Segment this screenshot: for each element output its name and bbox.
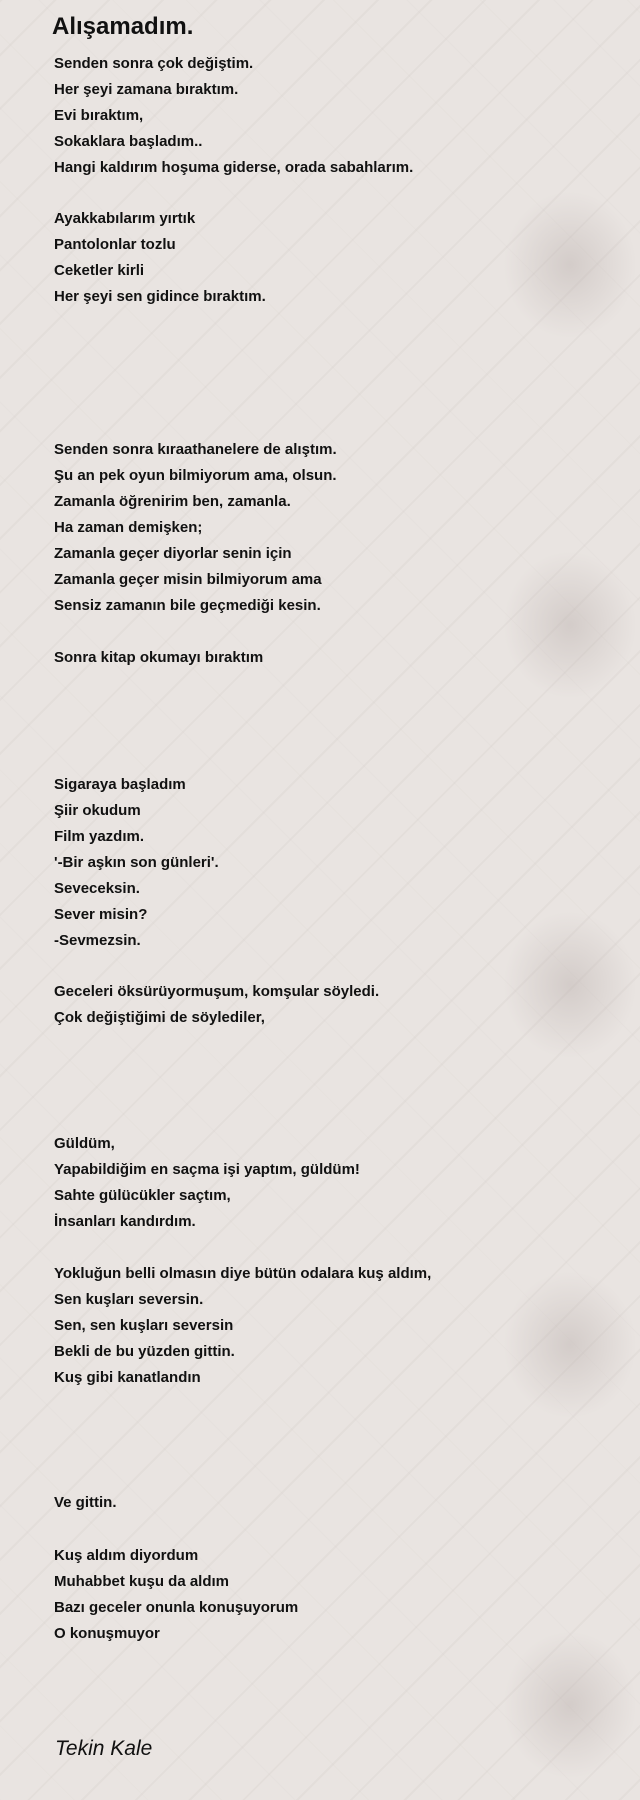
- stanza-3: [54, 437, 337, 619]
- poem-line: '-Bir aşkın son günleri'.: [54, 854, 219, 871]
- poem-line: Sever misin?: [54, 906, 148, 923]
- stanza-8: [54, 1261, 431, 1391]
- poem-line: Film yazdım.: [54, 828, 145, 845]
- stanza-4: [54, 645, 263, 671]
- poem-line: Geceleri öksürüyormuşum, komşular söyledi.: [54, 983, 380, 1000]
- poem-line: Sensiz zamanın bile geçmediği kesin.: [54, 597, 321, 614]
- poem-line: Yokluğun belli olmasın diye bütün odalara kuş aldım,: [54, 1265, 432, 1282]
- poem-line: Yapabildiğim en saçma işi yaptım, güldüm!: [54, 1161, 360, 1178]
- poem-line: Sonra kitap okumayı bıraktım: [54, 649, 264, 666]
- poem-line: Şiir okudum: [54, 802, 141, 819]
- poem-line: Bekli de bu yüzden gittin.: [54, 1343, 235, 1360]
- poem-line: Seveceksin.: [54, 880, 140, 897]
- stanza-7: [54, 1131, 360, 1235]
- poem-title: Alışamadım.: [52, 13, 194, 40]
- poem-line: Senden sonra çok değiştim.: [54, 55, 254, 72]
- stanza-1: [54, 51, 413, 181]
- poem-line: Pantolonlar tozlu: [54, 236, 176, 253]
- poem-line: Ayakkabılarım yırtık: [54, 210, 196, 227]
- stanza-9: [54, 1490, 117, 1516]
- poem-line: -Sevmezsin.: [54, 932, 141, 949]
- poem-line: Hangi kaldırım hoşuma giderse, orada sabahlarım.: [54, 159, 414, 176]
- poem-line: Zamanla öğrenirim ben, zamanla.: [54, 493, 291, 510]
- poem-line: Sokaklara başladım..: [54, 133, 203, 150]
- poem-line: Kuş aldım diyordum: [54, 1547, 199, 1564]
- poem-line: Şu an pek oyun bilmiyorum ama, olsun.: [54, 467, 337, 484]
- poem-line: Sen kuşları seversin.: [54, 1291, 204, 1308]
- poem-line: Muhabbet kuşu da aldım: [54, 1573, 230, 1590]
- poem-line: Ha zaman demişken;: [54, 519, 203, 536]
- poem-line: Güldüm,: [54, 1135, 115, 1152]
- poem-line: Kuş gibi kanatlandın: [54, 1369, 201, 1386]
- poem-line: Ve gittin.: [54, 1494, 117, 1511]
- poem-line: Her şeyi sen gidince bıraktım.: [54, 288, 266, 305]
- poem-line: Evi bıraktım,: [54, 107, 144, 124]
- poem-line: Bazı geceler onunla konuşuyorum: [54, 1599, 299, 1616]
- poem-line: Senden sonra kıraathanelere de alıştım.: [54, 441, 337, 458]
- poem-line: Ceketler kirli: [54, 262, 145, 279]
- poem-line: Sen, sen kuşları seversin: [54, 1317, 234, 1334]
- stanza-10: [54, 1543, 298, 1647]
- poem-line: O konuşmuyor: [54, 1625, 160, 1642]
- stanza-6: [54, 979, 379, 1031]
- poem-line: Sahte gülücükler saçtım,: [54, 1187, 231, 1204]
- poem-line: Sigaraya başladım: [54, 776, 186, 793]
- stanza-5: [54, 772, 219, 954]
- poem-author: Tekin Kale: [55, 1737, 153, 1760]
- poem-line: Her şeyi zamana bıraktım.: [54, 81, 239, 98]
- stanza-2: [54, 206, 266, 310]
- poem-line: Zamanla geçer misin bilmiyorum ama: [54, 571, 322, 588]
- poem-line: İnsanları kandırdım.: [54, 1213, 196, 1230]
- poem-line: Çok değiştiğimi de söylediler,: [54, 1009, 265, 1026]
- poem-line: Zamanla geçer diyorlar senin için: [54, 545, 292, 562]
